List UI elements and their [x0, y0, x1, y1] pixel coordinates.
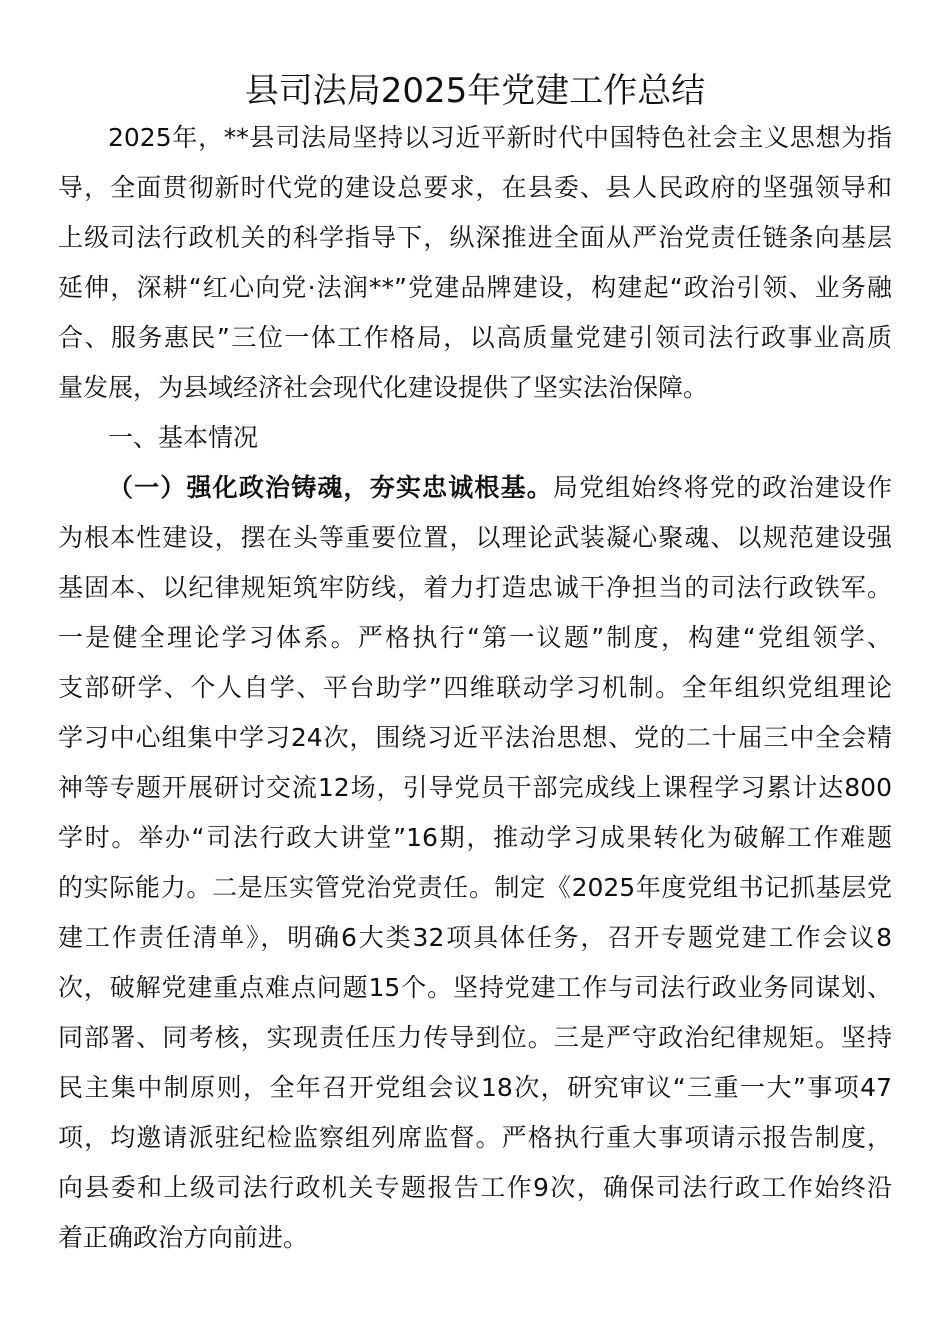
text-line [58, 463, 892, 513]
text-line: 项，均邀请派驻纪检监察组列席监督。严格执行重大事项请示报告制度， [58, 1123, 892, 1152]
text-line: 学时。举办“司法行政大讲堂”16期，推动学习成果转化为破解工作难题 [58, 823, 892, 852]
text-line: 神等专题开展研讨交流12场，引导党员干部完成线上课程学习累计达800 [58, 773, 892, 802]
text-line: 上级司法行政机关的科学指导下，纵深推进全面从严治党责任链条向基层 [58, 223, 892, 252]
text-line: 基固本、以纪律规矩筑牢防线，着力打造忠诚干净担当的司法行政铁军。 [58, 573, 892, 602]
document-title: 县司法局2025年党建工作总结 [244, 71, 706, 111]
intro-paragraph [58, 113, 892, 413]
text-line: 量发展，为县域经济社会现代化建设提供了坚实法治保障。 [58, 373, 709, 402]
text-line: 合、服务惠民”三位一体工作格局，以高质量党建引领司法行政事业高质 [58, 323, 892, 352]
text-line: 向县委和上级司法行政机关专题报告工作9次，确保司法行政工作始终沿 [58, 1173, 892, 1202]
text-line: 民主集中制原则，全年召开党组会议18次，研究审议“三重一大”事项47 [58, 1073, 892, 1102]
text-line: 学习中心组集中学习24次，围绕习近平法治思想、党的二十届三中全会精 [58, 723, 892, 752]
text-span: 局党组始终将党的政治建设作 [552, 473, 892, 502]
text-line: 延伸，深耕“红心向党·法润**”党建品牌建设，构建起“政治引领、业务融 [58, 273, 892, 302]
text-line: 导，全面贯彻新时代党的建设总要求，在县委、县人民政府的坚强领导和 [58, 173, 892, 202]
text-line: 为根本性建设，摆在头等重要位置，以理论武装凝心聚魂、以规范建设强 [58, 523, 892, 552]
text-line: 支部研学、个人自学、平台助学”四维联动学习机制。全年组织党组理论 [58, 673, 892, 702]
text-line: 的实际能力。二是压实管党治党责任。制定《2025年度党组书记抓基层党 [58, 873, 892, 902]
sub-heading: （一）强化政治铸魂，夯实忠诚根基。 [108, 473, 553, 502]
sub-section-paragraph [58, 463, 892, 1263]
text-line: 着正确政治方向前进。 [58, 1223, 309, 1252]
text-line: 2025年，**县司法局坚持以习近平新时代中国特色社会主义思想为指 [108, 123, 892, 152]
document-body [58, 113, 892, 1263]
text-line: 一是健全理论学习体系。严格执行“第一议题”制度，构建“党组领学、 [58, 623, 892, 652]
text-line: 同部署、同考核，实现责任压力传导到位。三是严守政治纪律规矩。坚持 [58, 1023, 892, 1052]
section-heading: 一、基本情况 [108, 423, 259, 452]
text-line: 建工作责任清单》，明确6大类32项具体任务，召开专题党建工作会议8 [58, 923, 892, 952]
text-line: 次，破解党建重点难点问题15个。坚持党建工作与司法行政业务同谋划、 [58, 973, 892, 1002]
